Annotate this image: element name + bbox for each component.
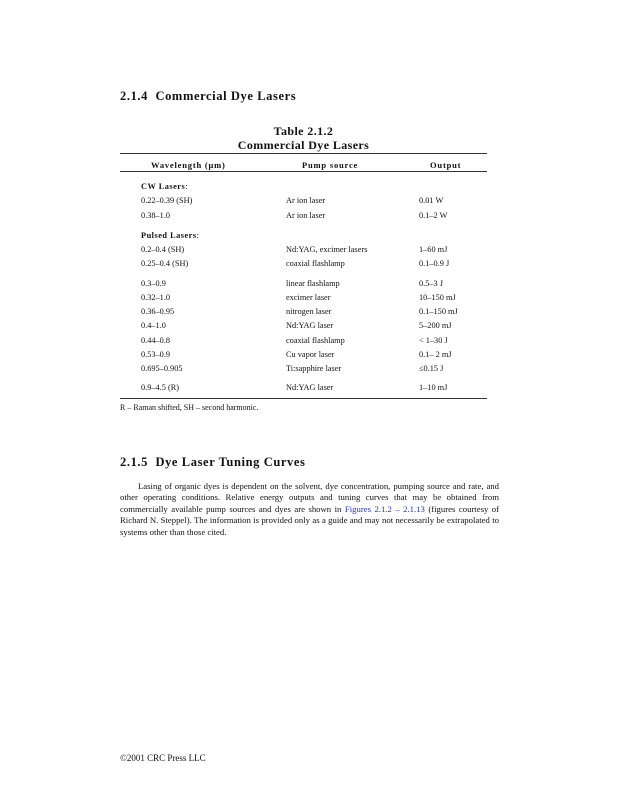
table-footnote: R – Raman shifted, SH – second harmonic.	[120, 403, 259, 412]
table-cell-output: 0.5–3 J	[419, 279, 443, 288]
section-heading-2-1-5	[120, 455, 306, 470]
table-cell-pump: Ti:sapphire laser	[286, 364, 342, 373]
table-caption: Commercial Dye Lasers	[237, 138, 370, 152]
table-number: Table 2.1.2	[273, 124, 334, 138]
section-title: Commercial Dye Lasers	[155, 89, 297, 103]
group-label-pulsed: Pulsed Lasers:	[141, 231, 200, 240]
table-cell-output: 0.1–150 mJ	[419, 307, 458, 316]
table-cell-pump: coaxial flashlamp	[286, 259, 345, 268]
table-cell-pump: excimer laser	[286, 293, 331, 302]
table-cell-wavelength: 0.4–1.0	[141, 321, 166, 330]
table-cell-output: 1–60 mJ	[419, 245, 448, 254]
table-cell-wavelength: 0.53–0.9	[141, 350, 171, 359]
group-label-text: CW Lasers	[141, 182, 186, 191]
column-header-wavelength: Wavelength (μm)	[151, 160, 226, 170]
group-label-cw: CW Lasers:	[141, 182, 189, 191]
page-footer: ©2001 CRC Press LLC	[120, 753, 206, 763]
table-cell-pump: coaxial flashlamp	[286, 336, 345, 345]
table-cell-pump: linear flashlamp	[286, 279, 340, 288]
figures-link[interactable]: Figures 2.1.2 – 2.1.13	[344, 503, 425, 514]
table-cell-pump: Ar ion laser	[286, 211, 326, 220]
paragraph-text: (figures courtesy of Richard N. Steppel). The information is provided only as a guide and may not necessarily be extrapolated to systems other than those cited.	[120, 503, 500, 537]
section-number: 2.1.4	[120, 89, 148, 103]
table-cell-wavelength: 0.3–0.9	[141, 279, 166, 288]
table-cell-output: ≤0.15 J	[419, 364, 444, 373]
column-header-pump-source: Pump source	[302, 160, 359, 170]
table-cell-pump: Ar ion laser	[286, 196, 326, 205]
table-cell-output: 0.1–2 W	[419, 211, 448, 220]
table-cell-pump: Cu vapor laser	[286, 350, 335, 359]
table-cell-wavelength: 0.2–0.4 (SH)	[141, 245, 185, 254]
group-label-text: Pulsed Lasers	[141, 231, 197, 240]
table-cell-wavelength: 0.25–0.4 (SH)	[141, 259, 189, 268]
table-cell-output: 0.1– 2 mJ	[419, 350, 452, 359]
table-cell-pump: Nd:YAG, excimer lasers	[286, 245, 368, 254]
table-cell-output: 5–200 mJ	[419, 321, 452, 330]
table-cell-wavelength: 0.695–0.905	[141, 364, 183, 373]
table-cell-pump: nitrogen laser	[286, 307, 332, 316]
body-paragraph	[120, 481, 499, 538]
table-cell-wavelength: 0.38–1.0	[141, 211, 171, 220]
table-bottom-rule	[120, 398, 487, 399]
column-header-output: Output	[430, 160, 462, 170]
table-cell-output: < 1–30 J	[419, 336, 448, 345]
section-number: 2.1.5	[120, 455, 148, 469]
table-top-rule	[120, 153, 487, 154]
table-cell-wavelength: 0.22–0.39 (SH)	[141, 196, 193, 205]
table-cell-wavelength: 0.9–4.5 (R)	[141, 383, 180, 392]
section-title: Dye Laser Tuning Curves	[155, 455, 306, 469]
table-cell-output: 0.1–0.9 J	[419, 259, 450, 268]
table-cell-output: 1–10 mJ	[419, 383, 448, 392]
table-cell-pump: Nd:YAG laser	[286, 383, 334, 392]
section-heading-2-1-4	[120, 89, 296, 104]
paragraph-text: Lasing of organic dyes is dependent on the solvent, dye concentration, pumping source and rate, and other operating conditions. Relative energy outputs and tuning curves that may be obtained from commercially available pump sources and dyes are shown in	[120, 481, 499, 514]
table-cell-output: 0.01 W	[419, 196, 444, 205]
table-cell-wavelength: 0.44–0.8	[141, 336, 171, 345]
table-cell-wavelength: 0.32–1.0	[141, 293, 171, 302]
table-header-rule	[120, 171, 487, 172]
table-cell-output: 10–150 mJ	[419, 293, 456, 302]
table-cell-wavelength: 0.36–0.95	[141, 307, 175, 316]
table-cell-pump: Nd:YAG laser	[286, 321, 334, 330]
